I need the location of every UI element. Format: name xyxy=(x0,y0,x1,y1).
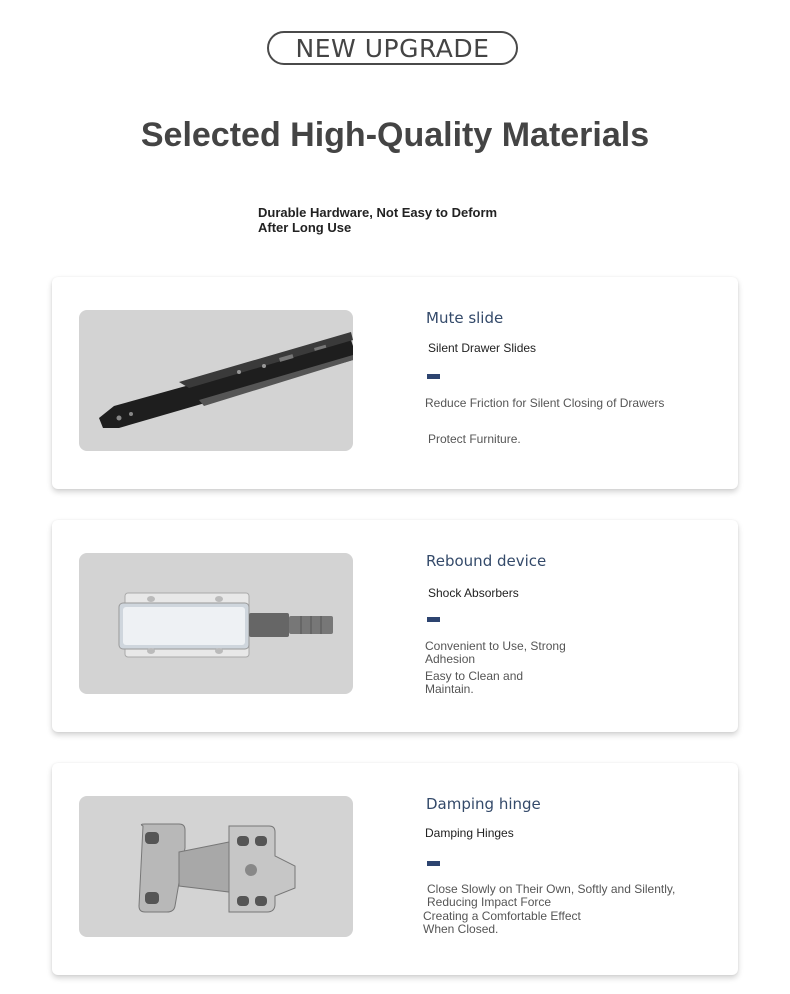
page-subtitle: Durable Hardware, Not Easy to Deform After Long Use xyxy=(258,205,498,235)
feature-card-damping-hinge xyxy=(52,763,738,975)
feature-title: Damping hinge xyxy=(426,795,541,813)
feature-subtitle: Damping Hinges xyxy=(425,826,514,840)
feature-description-extra: Protect Furniture. xyxy=(428,432,521,446)
feature-description-extra: Easy to Clean and Maintain. xyxy=(425,669,524,696)
feature-subtitle: Silent Drawer Slides xyxy=(428,341,537,355)
feature-card-mute-slide xyxy=(52,277,738,489)
feature-description-extra: Creating a Comfortable Effect When Closed. xyxy=(423,909,581,936)
feature-description: Close Slowly on Their Own, Softly and Silently, Reducing Impact Force xyxy=(427,882,676,909)
drawer-slide-image xyxy=(79,310,353,451)
feature-title: Mute slide xyxy=(426,309,504,327)
feature-description: Reduce Friction for Silent Closing of Drawers xyxy=(425,396,665,410)
feature-description: Convenient to Use, Strong Adhesion xyxy=(425,639,566,666)
page-title: Selected High-Quality Materials xyxy=(140,116,650,154)
accent-dash xyxy=(427,374,440,379)
feature-card-rebound-device xyxy=(52,520,738,732)
accent-dash xyxy=(427,861,440,866)
new-upgrade-badge: NEW UPGRADE xyxy=(267,31,518,65)
shock-absorber-image xyxy=(79,553,353,694)
hinge-image xyxy=(79,796,353,937)
feature-title: Rebound device xyxy=(426,552,547,570)
feature-subtitle: Shock Absorbers xyxy=(428,586,519,600)
accent-dash xyxy=(427,617,440,622)
